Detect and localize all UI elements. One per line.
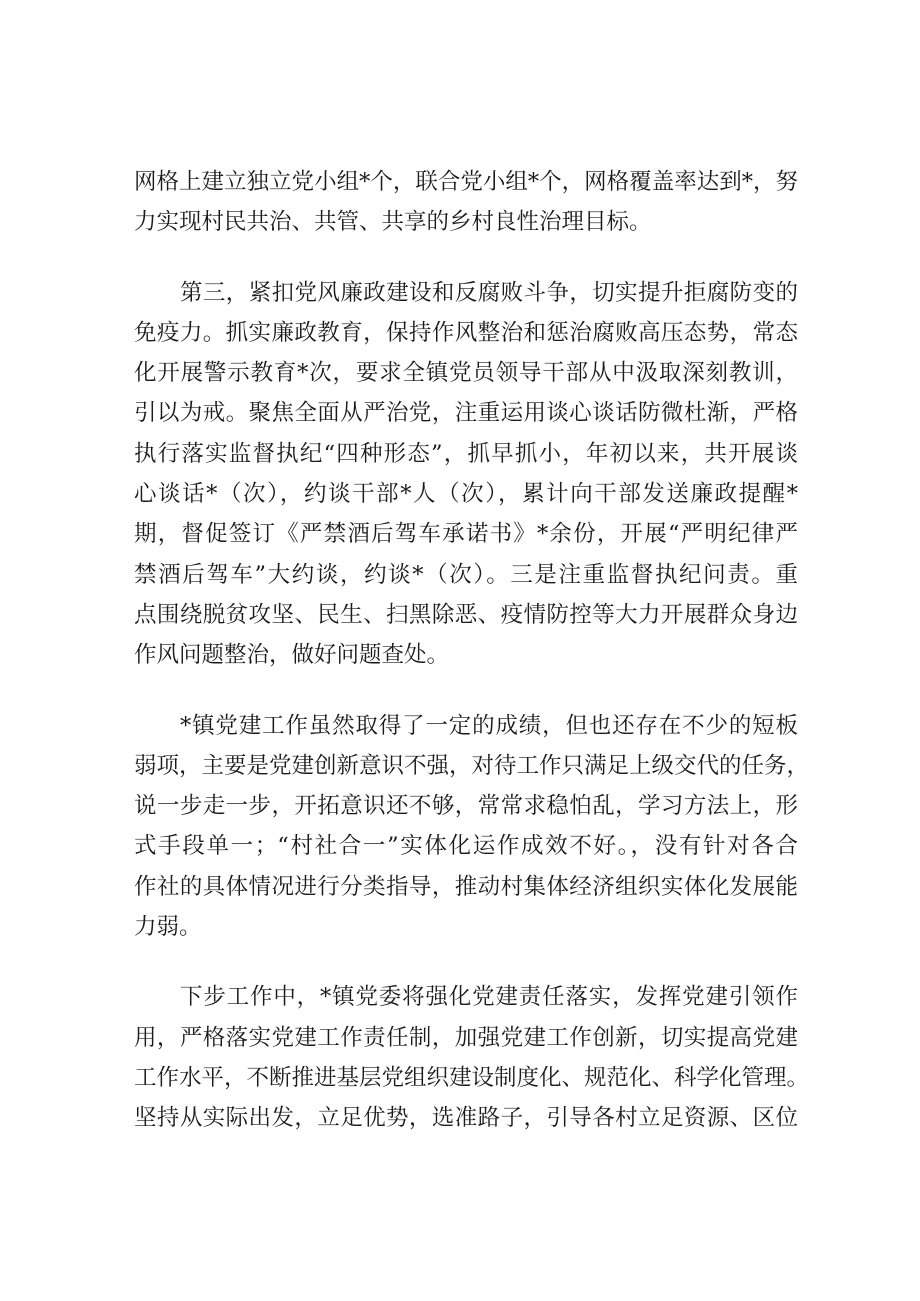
text-line: 弱项，主要是党建创新意识不强，对待工作只满足上级交代的任务，: [134, 752, 810, 779]
text-line: 作社的具体情况进行分类指导，推动村集体经济组织实体化发展能: [134, 873, 798, 900]
text-line: 式手段单一；“村社合一”实体化运作成效不好。，没有针对各合: [134, 833, 798, 860]
text-line: *镇党建工作虽然取得了一定的成绩，但也还存在不少的短板: [180, 712, 798, 739]
paragraph-grid-party-groups: [134, 162, 798, 243]
text-line: 免疫力。抓实廉政教育，保持作风整治和惩治腐败高压态势，常态: [134, 319, 798, 346]
text-line: 坚持从实际出发，立足优势，选准路子，引导各村立足资源、区位: [134, 1105, 798, 1132]
text-line: 力实现村民共治、共管、共享的乡村良性治理目标。: [134, 209, 652, 236]
text-line: 下步工作中，*镇党委将强化党建责任落实，发挥党建引领作: [180, 984, 798, 1011]
paragraph-anti-corruption: [134, 273, 798, 676]
text-line: 执行落实监督执纪“四种形态”，抓早抓小，年初以来，共开展谈: [134, 440, 798, 467]
text-line: 点围绕脱贫攻坚、民生、扫黑除恶、疫情防控等大力开展群众身边: [134, 601, 798, 628]
text-line: 引以为戒。聚焦全面从严治党，注重运用谈心谈话防微杜渐，严格: [134, 400, 798, 427]
paragraph-next-steps: [134, 977, 810, 1138]
text-line: 说一步走一步，开拓意识还不够，常常求稳怕乱，学习方法上，形: [134, 793, 798, 820]
text-line: 心谈话*（次），约谈干部*人（次），累计向干部发送廉政提醒*: [134, 481, 798, 508]
text-line: 作风问题整治，做好问题查处。: [134, 642, 450, 669]
document-body: [134, 162, 810, 1169]
text-line: 第三，紧扣党风廉政建设和反腐败斗争，切实提升拒腐防变的: [180, 279, 798, 306]
text-line: 化开展警示教育*次，要求全镇党员领导干部从中汲取深刻教训，: [134, 360, 798, 387]
text-line: 禁酒后驾车”大约谈，约谈*（次）。三是注重监督执纪问责。重: [134, 561, 798, 588]
text-line: 工作水平，不断推进基层党组织建设制度化、规范化、科学化管理。: [134, 1064, 810, 1091]
text-line: 用，严格落实党建工作责任制，加强党建工作创新，切实提高党建: [134, 1024, 798, 1051]
text-line: 力弱。: [134, 914, 202, 941]
text-line: 期，督促签订《严禁酒后驾车承诺书》*余份，开展“严明纪律严: [134, 521, 798, 548]
text-line: 网格上建立独立党小组*个，联合党小组*个，网格覆盖率达到*，努: [134, 169, 798, 195]
paragraph-shortcomings: [134, 706, 810, 948]
